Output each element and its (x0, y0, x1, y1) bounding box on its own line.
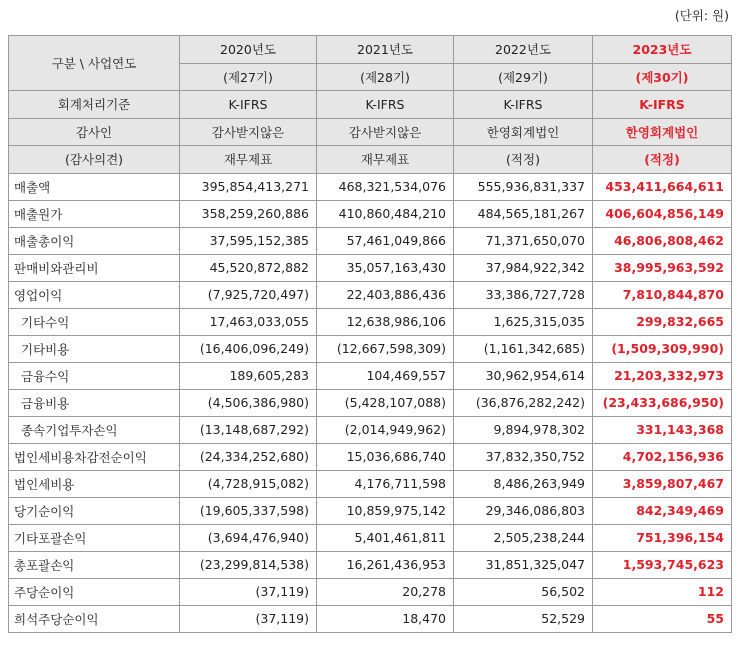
header-row-years (9, 36, 732, 64)
value-cell: 55 (593, 605, 732, 632)
opinion-2020: 재무제표 (180, 146, 317, 174)
value-cell: 395,854,413,271 (180, 173, 317, 200)
table-row (9, 605, 732, 632)
table-row (9, 551, 732, 578)
value-cell: (2,014,949,962) (317, 416, 454, 443)
value-cell: (19,605,337,598) (180, 497, 317, 524)
auditor-2021: 감사받지않은 (317, 118, 454, 146)
table-row (9, 173, 732, 200)
header-row-opinion (9, 146, 732, 174)
value-cell: 46,806,808,462 (593, 227, 732, 254)
opinion-2021: 재무제표 (317, 146, 454, 174)
opinion-2023: (적정) (593, 146, 732, 174)
auditor-2023: 한영회계법인 (593, 118, 732, 146)
term-2023: (제30기) (593, 63, 732, 91)
value-cell: (23,299,814,538) (180, 551, 317, 578)
table-row (9, 308, 732, 335)
row-label: 매출액 (9, 173, 180, 200)
table-row (9, 389, 732, 416)
value-cell: (37,119) (180, 605, 317, 632)
table-row (9, 227, 732, 254)
auditor-label: 감사인 (9, 118, 180, 146)
value-cell: (1,161,342,685) (454, 335, 593, 362)
value-cell: 16,261,436,953 (317, 551, 454, 578)
value-cell: 37,595,152,385 (180, 227, 317, 254)
table-row (9, 443, 732, 470)
value-cell: (4,506,386,980) (180, 389, 317, 416)
table-row (9, 416, 732, 443)
row-label: 기타비용 (9, 335, 180, 362)
header-row-accounting (9, 91, 732, 119)
row-label: 금융비용 (9, 389, 180, 416)
value-cell: 7,810,844,870 (593, 281, 732, 308)
year-2021: 2021년도 (317, 36, 454, 64)
opinion-label: (감사의견) (9, 146, 180, 174)
value-cell: 37,984,922,342 (454, 254, 593, 281)
value-cell: 1,625,315,035 (454, 308, 593, 335)
table-row (9, 497, 732, 524)
row-label: 판매비와관리비 (9, 254, 180, 281)
value-cell: 406,604,856,149 (593, 200, 732, 227)
value-cell: 71,371,650,070 (454, 227, 593, 254)
value-cell: 453,411,664,611 (593, 173, 732, 200)
year-2022: 2022년도 (454, 36, 593, 64)
value-cell: 1,593,745,623 (593, 551, 732, 578)
value-cell: 5,401,461,811 (317, 524, 454, 551)
row-label: 기타포괄손익 (9, 524, 180, 551)
term-2020: (제27기) (180, 63, 317, 91)
value-cell: 484,565,181,267 (454, 200, 593, 227)
table-row (9, 335, 732, 362)
value-cell: 45,520,872,882 (180, 254, 317, 281)
opinion-2022: (적정) (454, 146, 593, 174)
value-cell: 4,176,711,598 (317, 470, 454, 497)
auditor-2020: 감사받지않은 (180, 118, 317, 146)
value-cell: 189,605,283 (180, 362, 317, 389)
value-cell: 22,403,886,436 (317, 281, 454, 308)
value-cell: 20,278 (317, 578, 454, 605)
row-label: 종속기업투자손익 (9, 416, 180, 443)
accounting-label: 회계처리기준 (9, 91, 180, 119)
year-2020: 2020년도 (180, 36, 317, 64)
value-cell: 555,936,831,337 (454, 173, 593, 200)
row-label: 영업이익 (9, 281, 180, 308)
value-cell: 10,859,975,142 (317, 497, 454, 524)
corner-header: 구분 \ 사업연도 (9, 36, 180, 91)
table-row (9, 362, 732, 389)
value-cell: 358,259,260,886 (180, 200, 317, 227)
value-cell: (4,728,915,082) (180, 470, 317, 497)
value-cell: 4,702,156,936 (593, 443, 732, 470)
row-label: 희석주당순이익 (9, 605, 180, 632)
term-2022: (제29기) (454, 63, 593, 91)
table-row (9, 281, 732, 308)
row-label: 매출총이익 (9, 227, 180, 254)
value-cell: 17,463,033,055 (180, 308, 317, 335)
value-cell: (23,433,686,950) (593, 389, 732, 416)
value-cell: 112 (593, 578, 732, 605)
value-cell: 410,860,484,210 (317, 200, 454, 227)
value-cell: 8,486,263,949 (454, 470, 593, 497)
value-cell: 52,529 (454, 605, 593, 632)
value-cell: (5,428,107,088) (317, 389, 454, 416)
table-row (9, 200, 732, 227)
accounting-2022: K-IFRS (454, 91, 593, 119)
year-2023: 2023년도 (593, 36, 732, 64)
unit-label: (단위: 원) (674, 8, 729, 23)
value-cell: 331,143,368 (593, 416, 732, 443)
table-row (9, 254, 732, 281)
row-label: 법인세비용 (9, 470, 180, 497)
table-row (9, 470, 732, 497)
row-label: 당기순이익 (9, 497, 180, 524)
row-label: 금융수익 (9, 362, 180, 389)
value-cell: 31,851,325,047 (454, 551, 593, 578)
value-cell: (13,148,687,292) (180, 416, 317, 443)
value-cell: 21,203,332,973 (593, 362, 732, 389)
value-cell: 56,502 (454, 578, 593, 605)
header-row-auditor (9, 118, 732, 146)
value-cell: 9,894,978,302 (454, 416, 593, 443)
accounting-2023: K-IFRS (593, 91, 732, 119)
value-cell: 33,386,727,728 (454, 281, 593, 308)
value-cell: (12,667,598,309) (317, 335, 454, 362)
row-label: 총포괄손익 (9, 551, 180, 578)
value-cell: 30,962,954,614 (454, 362, 593, 389)
value-cell: 18,470 (317, 605, 454, 632)
value-cell: 37,832,350,752 (454, 443, 593, 470)
value-cell: 38,995,963,592 (593, 254, 732, 281)
table-row (9, 524, 732, 551)
value-cell: 3,859,807,467 (593, 470, 732, 497)
value-cell: 57,461,049,866 (317, 227, 454, 254)
value-cell: 15,036,686,740 (317, 443, 454, 470)
value-cell: 35,057,163,430 (317, 254, 454, 281)
auditor-2022: 한영회계법인 (454, 118, 593, 146)
financial-table (8, 35, 732, 633)
value-cell: (24,334,252,680) (180, 443, 317, 470)
value-cell: 299,832,665 (593, 308, 732, 335)
row-label: 법인세비용차감전순이익 (9, 443, 180, 470)
value-cell: 12,638,986,106 (317, 308, 454, 335)
table-row (9, 578, 732, 605)
accounting-2021: K-IFRS (317, 91, 454, 119)
value-cell: (37,119) (180, 578, 317, 605)
value-cell: (7,925,720,497) (180, 281, 317, 308)
term-2021: (제28기) (317, 63, 454, 91)
value-cell: 468,321,534,076 (317, 173, 454, 200)
row-label: 기타수익 (9, 308, 180, 335)
value-cell: 104,469,557 (317, 362, 454, 389)
value-cell: (16,406,096,249) (180, 335, 317, 362)
value-cell: 751,396,154 (593, 524, 732, 551)
value-cell: 2,505,238,244 (454, 524, 593, 551)
row-label: 주당순이익 (9, 578, 180, 605)
value-cell: (36,876,282,242) (454, 389, 593, 416)
value-cell: (1,509,309,990) (593, 335, 732, 362)
value-cell: 29,346,086,803 (454, 497, 593, 524)
accounting-2020: K-IFRS (180, 91, 317, 119)
row-label: 매출원가 (9, 200, 180, 227)
value-cell: 842,349,469 (593, 497, 732, 524)
value-cell: (3,694,476,940) (180, 524, 317, 551)
